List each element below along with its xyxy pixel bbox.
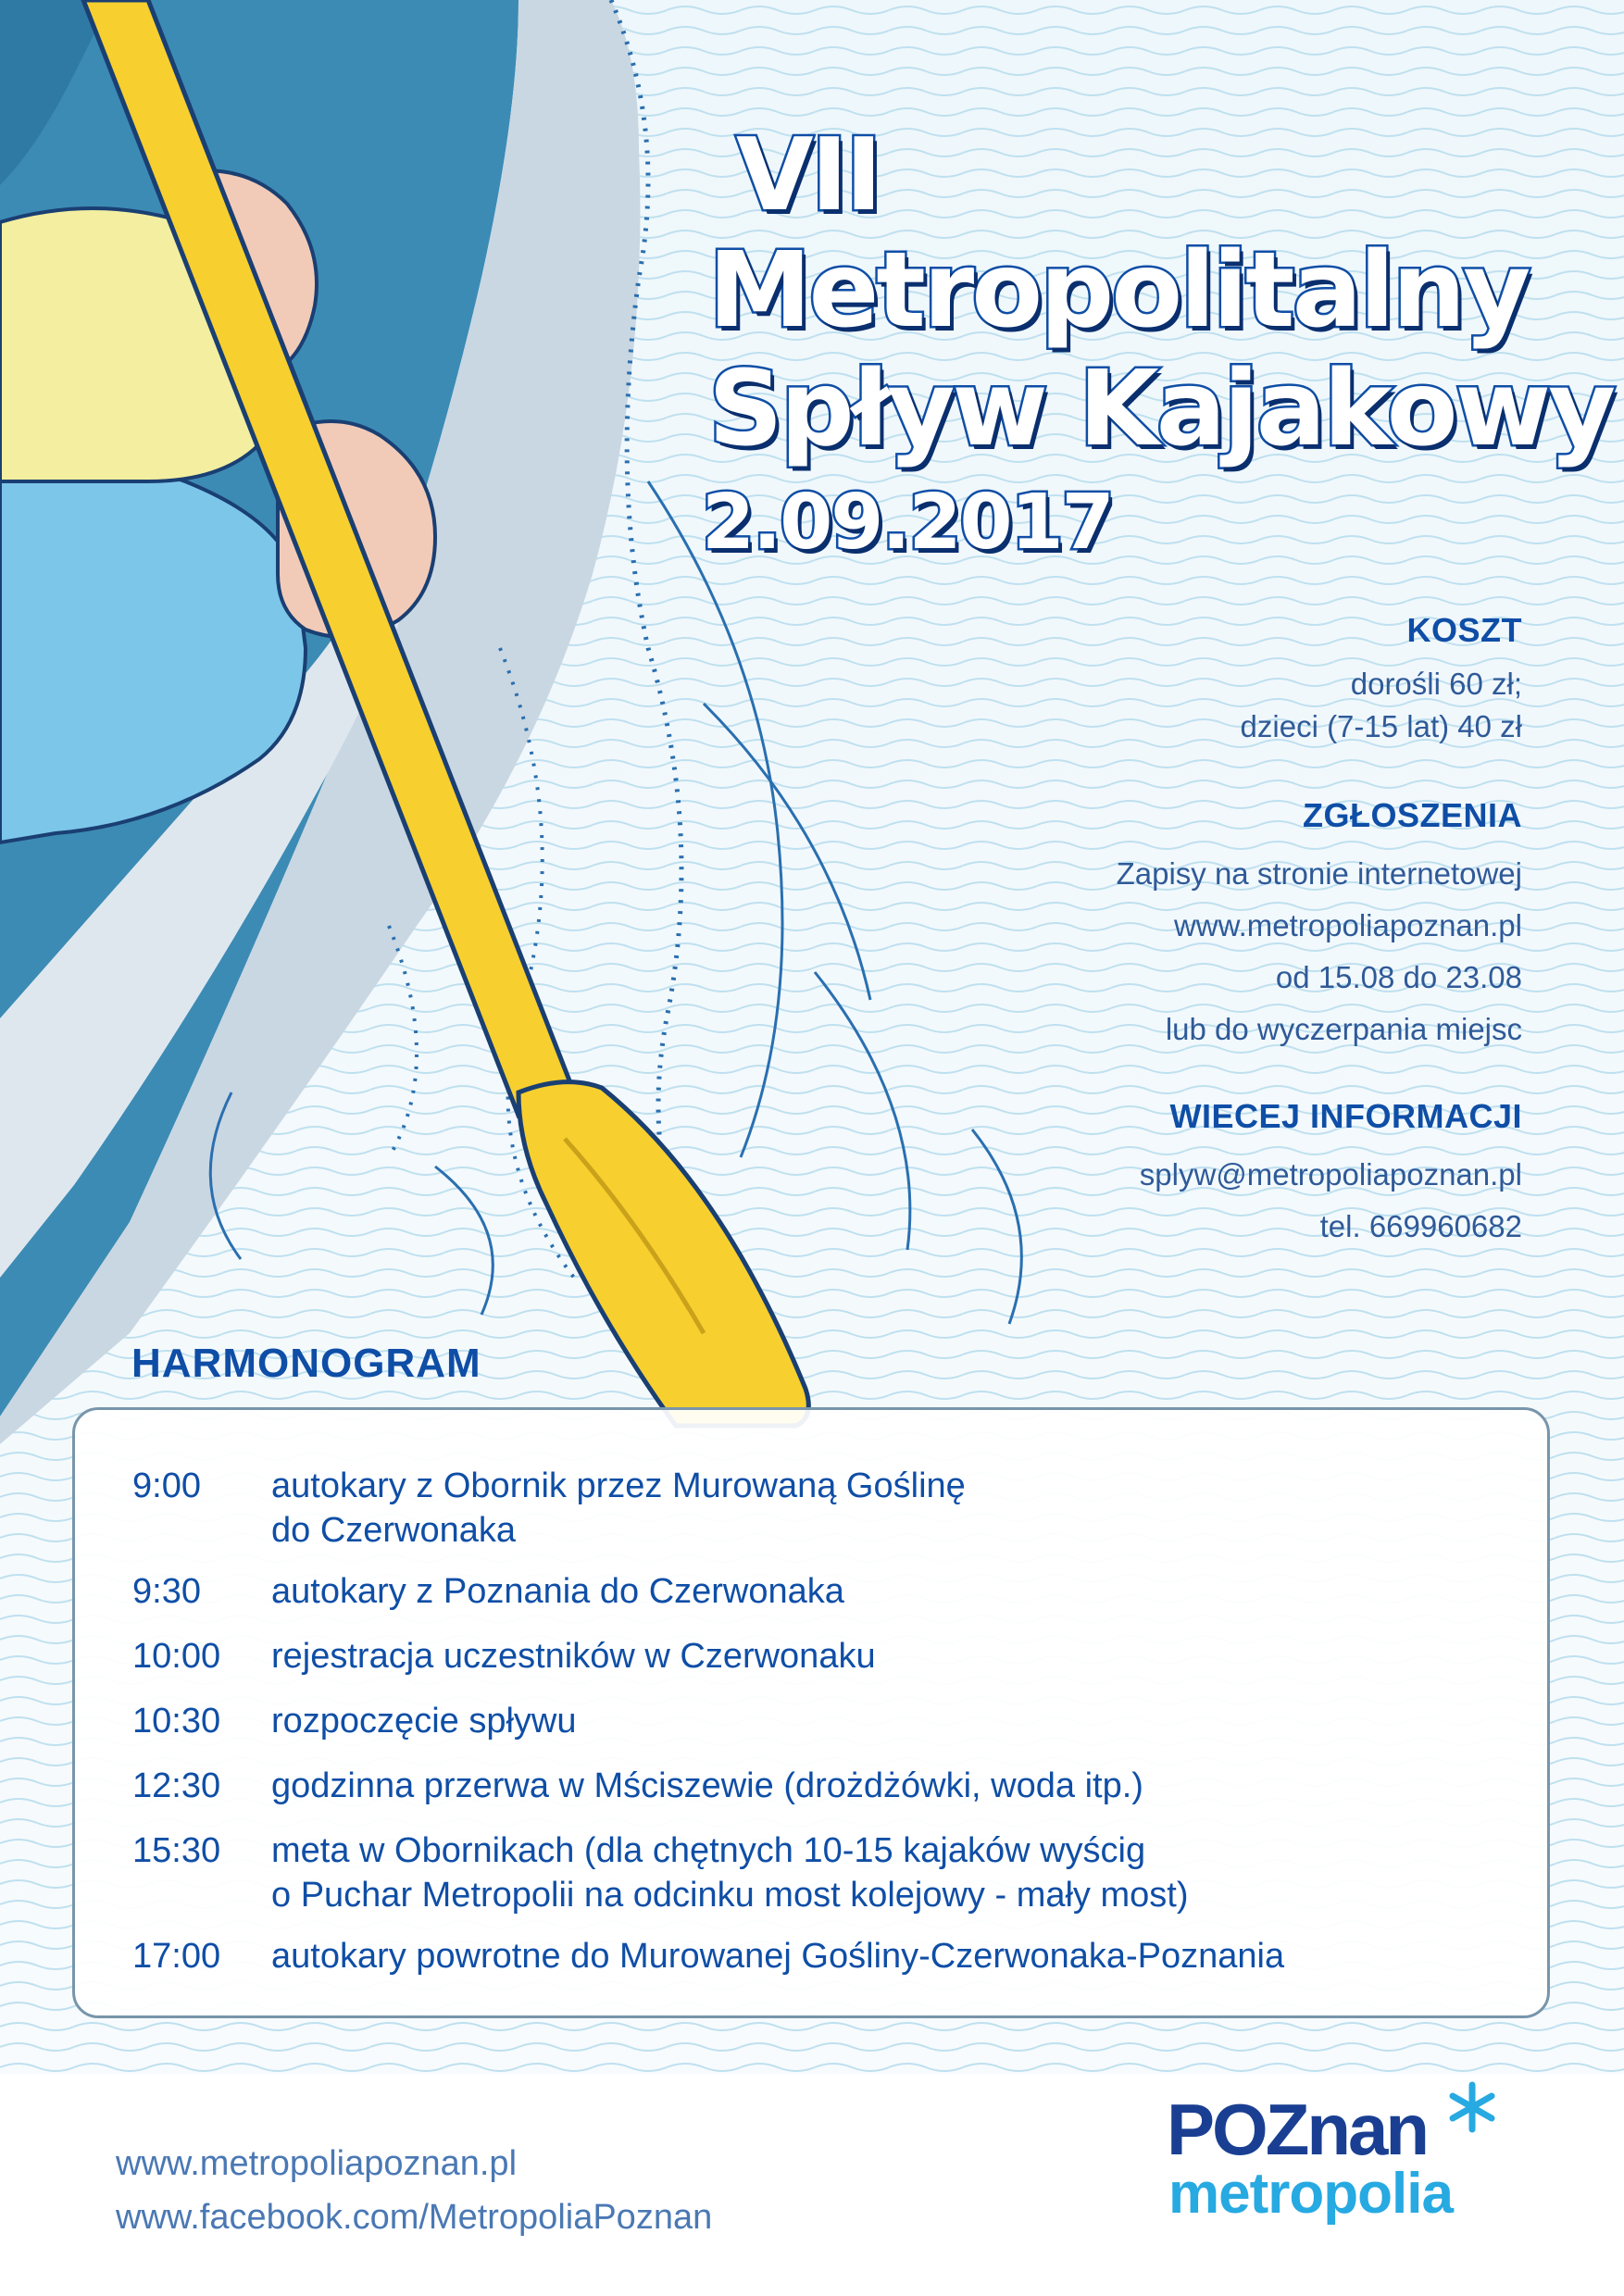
schedule-desc [271, 1464, 1503, 1553]
schedule-time: 17:00 [132, 1937, 221, 1976]
more-info-section [874, 1097, 1522, 1253]
schedule-time: 15:30 [132, 1831, 221, 1870]
asterisk-icon [1444, 2079, 1500, 2135]
footer-facebook-link[interactable]: www.facebook.com/MetropoliaPoznan [116, 2198, 713, 2237]
contact-email-link[interactable]: splyw@metropoliapoznan.pl [1139, 1157, 1522, 1192]
schedule-time: 9:00 [132, 1466, 201, 1505]
registration-online-text: Zapisy na stronie internetowej [1116, 856, 1522, 891]
schedule-heading: HARMONOGRAM [131, 1341, 481, 1386]
schedule-box [72, 1407, 1550, 2018]
cost-children: dzieci (7-15 lat) 40 zł [1240, 709, 1522, 743]
schedule-time: 10:30 [132, 1702, 221, 1741]
event-date: 2.09.2017 [702, 479, 1113, 567]
metropolia-logo [1167, 2090, 1518, 2229]
registration-section [874, 796, 1522, 1055]
registration-website-link[interactable]: www.metropoliapoznan.pl [1173, 908, 1522, 942]
schedule-desc-line: meta w Obornikach (dla chętnych 10-15 kajaków wyścig [271, 1831, 1146, 1870]
schedule-time: 9:30 [132, 1572, 201, 1611]
schedule-desc-line: godzinna przerwa w Mściszewie (drożdżówki, woda itp.) [271, 1766, 1143, 1805]
schedule-desc-line: rejestracja uczestników w Czerwonaku [271, 1637, 876, 1676]
contact-phone: tel. 669960682 [1319, 1209, 1522, 1243]
more-info-heading: WIECEJ INFORMACJI [1169, 1097, 1522, 1135]
title-line-1: VII [736, 118, 880, 233]
cost-heading: KOSZT [1406, 611, 1522, 649]
title-line-3: Spływ Kajakowy [708, 349, 1614, 469]
registration-heading: ZGŁOSZENIA [1303, 796, 1522, 834]
schedule-desc [271, 1569, 1503, 1614]
schedule-desc-line: rozpoczęcie spływu [271, 1702, 577, 1741]
schedule-desc [271, 1699, 1503, 1743]
schedule-desc [271, 1828, 1503, 1917]
cost-adults: dorośli 60 zł; [1350, 667, 1522, 701]
schedule-desc-line: autokary z Poznania do Czerwonaka [271, 1572, 844, 1611]
logo-metropolia-text: metropolia [1168, 2162, 1453, 2226]
schedule-desc-line: o Puchar Metropolii na odcinku most kolejowy - mały most) [271, 1876, 1189, 1915]
schedule-desc-line: autokary powrotne do Murowanej Gośliny-Czerwonaka-Poznania [271, 1937, 1285, 1976]
footer-links [116, 2137, 712, 2244]
registration-limit: lub do wyczerpania miejsc [1165, 1012, 1522, 1046]
schedule-desc-line: do Czerwonaka [271, 1511, 517, 1550]
cost-section [874, 611, 1522, 748]
schedule-desc [271, 1764, 1503, 1808]
schedule-time: 10:00 [132, 1637, 221, 1676]
title-line-2: Metropolitalny [708, 231, 1529, 351]
footer-website-link[interactable]: www.metropoliapoznan.pl [116, 2144, 518, 2183]
schedule-desc [271, 1934, 1503, 1978]
logo-poznan-text: POZnan [1167, 2089, 1428, 2170]
schedule-desc [271, 1634, 1503, 1678]
registration-dates: od 15.08 do 23.08 [1275, 960, 1522, 994]
schedule-time: 12:30 [132, 1766, 221, 1805]
schedule-desc-line: autokary z Obornik przez Murowaną Goślinę [271, 1466, 966, 1505]
